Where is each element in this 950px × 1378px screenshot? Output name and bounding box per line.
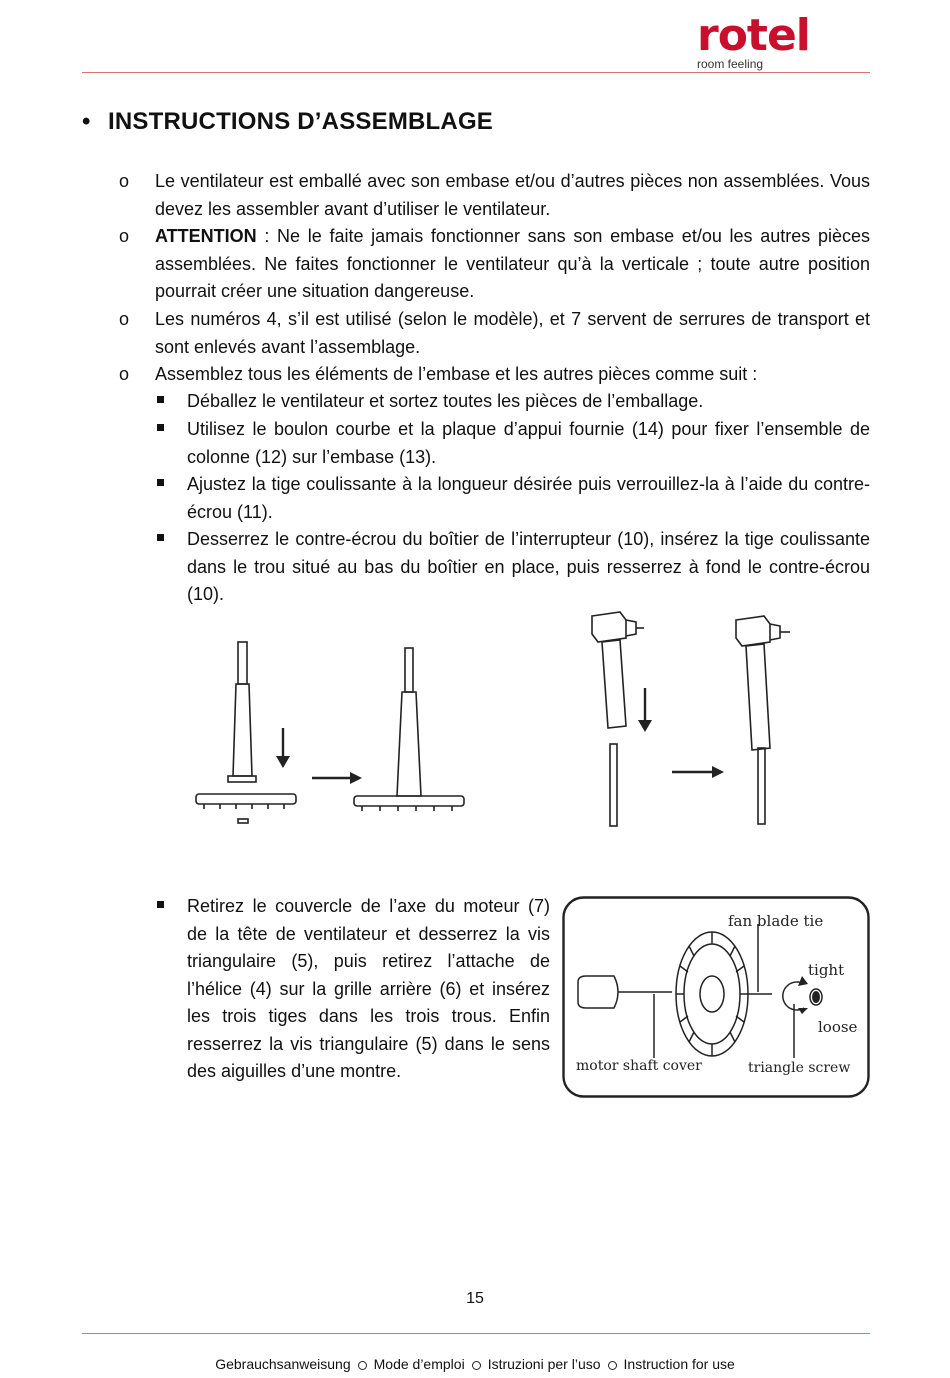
footer-item: Mode d’emploi — [373, 1356, 465, 1372]
list-marker: o — [119, 226, 130, 246]
square-bullet-icon — [157, 479, 164, 486]
label-triangle-screw: triangle screw — [748, 1060, 851, 1076]
footer-item: Gebrauchsanweisung — [215, 1356, 351, 1372]
list-marker: o — [119, 309, 130, 329]
list-item-attention — [155, 223, 870, 306]
pole-base-assembly-figure — [190, 636, 480, 836]
separator-circle-icon — [472, 1361, 481, 1370]
square-bullet-icon — [157, 534, 164, 541]
brand-name: rotel — [697, 10, 810, 61]
page-number: 15 — [466, 1290, 484, 1307]
list-item-text: Assemblez tous les éléments de l’embase et les autres pièces comme suit : — [155, 364, 758, 384]
list-marker: o — [119, 364, 130, 384]
footer-rule — [82, 1333, 870, 1334]
list-item-text: Les numéros 4, s’il est utilisé (selon le modèle), et 7 servent de serrures de transport et sont enlevés avant l’assemblage. — [155, 309, 870, 357]
footer-item: Instruction for use — [623, 1356, 735, 1372]
label-tight: tight — [808, 961, 845, 979]
fan-blade-diagram — [562, 896, 870, 1098]
square-bullet-icon — [157, 901, 164, 908]
label-fan-blade-tie: fan blade tie — [728, 912, 824, 930]
separator-circle-icon — [358, 1361, 367, 1370]
label-loose: loose — [818, 1018, 858, 1036]
list-marker: o — [119, 171, 130, 191]
square-bullet-icon — [157, 396, 164, 403]
brand-tagline: room feeling — [697, 57, 764, 71]
attention-label: ATTENTION — [155, 226, 257, 246]
list-item-text: : Ne le faite jamais fonctionner sans son embase et/ou les autres pièces assemblées. Ne faites fonctionner le ventilateur qu’à la verticale ; toute autre position pourrait créer une situation dangereuse. — [155, 226, 870, 301]
section-heading — [82, 108, 493, 136]
sublist-item-text: Déballez le ventilateur et sortez toutes les pièces de l’emballage. — [187, 391, 704, 411]
sublist-item-text: Utilisez le boulon courbe et la plaque d’appui fournie (14) pour fixer l’ensemble de colonne (12) sur l’embase (13). — [187, 419, 870, 467]
bullet-icon: • — [82, 108, 91, 135]
section-title: INSTRUCTIONS D’ASSEMBLAGE — [108, 108, 494, 135]
header-rule — [82, 72, 870, 73]
label-motor-shaft-cover: motor shaft cover — [576, 1058, 702, 1074]
head-rod-assembly-figure — [578, 608, 808, 830]
sublist-item-text: Retirez le couvercle de l’axe du moteur (7) de la tête de ventilateur et desserrez la vis triangulaire (5), puis retirez l’attache de l’hélice (4) sur la grille arrière (6) et insérez les trois tiges dans les trois trous. Enfin resserrez la vis triangulaire (5) dans le sens des aiguilles d’une montre. — [187, 896, 550, 1081]
separator-circle-icon — [608, 1361, 617, 1370]
footer-item: Istruzioni per l’uso — [487, 1356, 601, 1372]
brand-logo — [697, 10, 867, 71]
square-bullet-icon — [157, 424, 164, 431]
sublist-item-text: Ajustez la tige coulissante à la longueur désirée puis verrouillez-la à l’aide du contre-écrou (11). — [187, 474, 870, 522]
sublist-item-text: Desserrez le contre-écrou du boîtier de l’interrupteur (10), insérez la tige coulissante dans le trou situé au bas du boîtier en place, puis resserrez à fond le contre-écrou (10). — [187, 529, 870, 604]
list-item-text: Le ventilateur est emballé avec son embase et/ou d’autres pièces non assemblées. Vous devez les assembler avant d’utiliser le ventilateur. — [155, 171, 870, 219]
footer-languages — [0, 1356, 950, 1372]
